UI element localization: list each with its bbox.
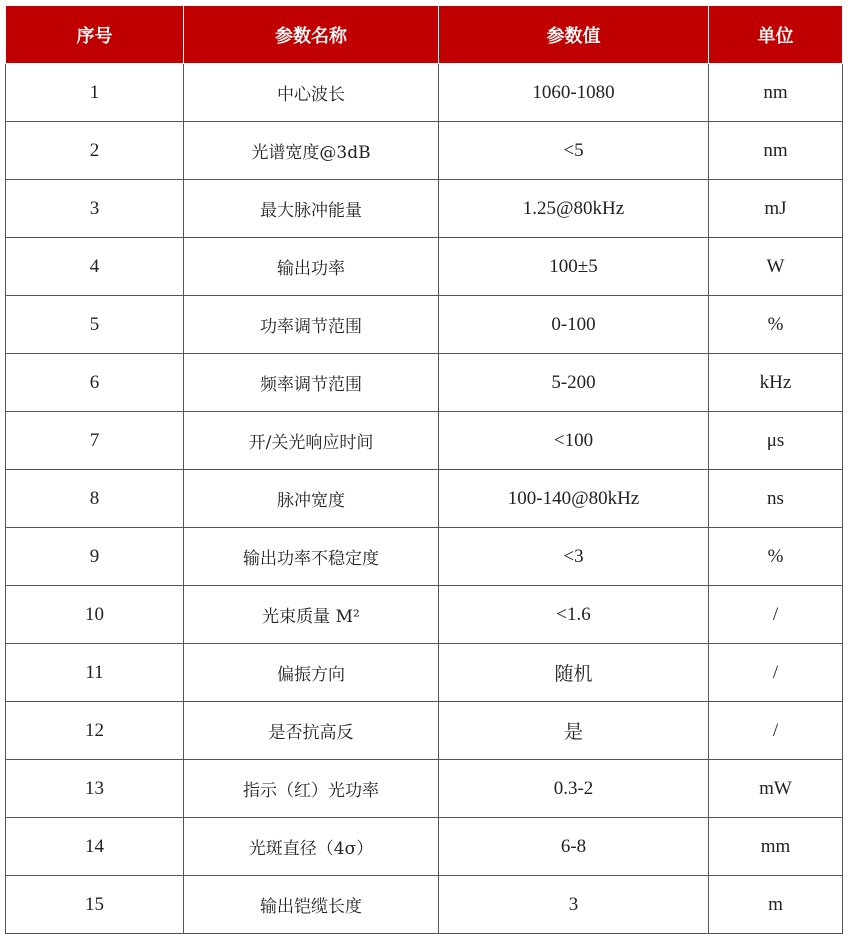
cell-unit: /: [709, 644, 843, 702]
cell-param-value: 1060-1080: [439, 64, 709, 122]
table-row: [6, 354, 843, 412]
table-row: [6, 64, 843, 122]
cell-param-value: 0-100: [439, 296, 709, 354]
cell-param-value: 是: [439, 702, 709, 760]
cell-index: 11: [6, 644, 184, 702]
cell-param-value: <3: [439, 528, 709, 586]
cell-unit: /: [709, 586, 843, 644]
cell-param-name: 偏振方向: [184, 644, 439, 702]
cell-index: 9: [6, 528, 184, 586]
table-row: [6, 296, 843, 354]
cell-param-name: 输出功率不稳定度: [184, 528, 439, 586]
cell-index: 2: [6, 122, 184, 180]
cell-param-name: 中心波长: [184, 64, 439, 122]
cell-param-name: 光谱宽度@3dB: [184, 122, 439, 180]
cell-unit: W: [709, 238, 843, 296]
cell-param-name: 是否抗高反: [184, 702, 439, 760]
cell-unit: ns: [709, 470, 843, 528]
cell-unit: nm: [709, 64, 843, 122]
cell-index: 6: [6, 354, 184, 412]
cell-param-value: 3: [439, 876, 709, 934]
cell-param-name: 功率调节范围: [184, 296, 439, 354]
table-row: [6, 180, 843, 238]
cell-param-value: <100: [439, 412, 709, 470]
cell-unit: m: [709, 876, 843, 934]
header-param-value: 参数值: [439, 6, 709, 64]
cell-index: 5: [6, 296, 184, 354]
cell-param-value: 0.3-2: [439, 760, 709, 818]
cell-param-name: 光束质量 M²: [184, 586, 439, 644]
header-row: [6, 6, 843, 64]
cell-index: 15: [6, 876, 184, 934]
cell-param-name: 输出铠缆长度: [184, 876, 439, 934]
cell-param-value: 100-140@80kHz: [439, 470, 709, 528]
table-row: [6, 470, 843, 528]
cell-param-name: 光斑直径（4σ）: [184, 818, 439, 876]
table-row: [6, 122, 843, 180]
table-body: [6, 64, 843, 934]
cell-param-name: 输出功率: [184, 238, 439, 296]
cell-unit: mW: [709, 760, 843, 818]
table-row: [6, 528, 843, 586]
cell-index: 4: [6, 238, 184, 296]
cell-param-name: 开/关光响应时间: [184, 412, 439, 470]
cell-index: 3: [6, 180, 184, 238]
cell-unit: %: [709, 528, 843, 586]
cell-index: 10: [6, 586, 184, 644]
table-row: [6, 412, 843, 470]
cell-index: 12: [6, 702, 184, 760]
cell-param-name: 频率调节范围: [184, 354, 439, 412]
cell-unit: mm: [709, 818, 843, 876]
cell-param-value: <1.6: [439, 586, 709, 644]
cell-unit: kHz: [709, 354, 843, 412]
header-unit: 单位: [709, 6, 843, 64]
cell-param-name: 脉冲宽度: [184, 470, 439, 528]
table-header: [6, 6, 843, 64]
table-row: [6, 818, 843, 876]
cell-unit: μs: [709, 412, 843, 470]
cell-param-value: 6-8: [439, 818, 709, 876]
cell-index: 13: [6, 760, 184, 818]
header-param-name: 参数名称: [184, 6, 439, 64]
cell-unit: mJ: [709, 180, 843, 238]
table-row: [6, 586, 843, 644]
table-row: [6, 238, 843, 296]
cell-param-value: 100±5: [439, 238, 709, 296]
spec-table-container: [5, 5, 843, 934]
cell-index: 7: [6, 412, 184, 470]
cell-param-value: <5: [439, 122, 709, 180]
cell-index: 14: [6, 818, 184, 876]
cell-param-name: 最大脉冲能量: [184, 180, 439, 238]
cell-unit: nm: [709, 122, 843, 180]
table-row: [6, 644, 843, 702]
cell-index: 1: [6, 64, 184, 122]
cell-unit: /: [709, 702, 843, 760]
cell-param-value: 1.25@80kHz: [439, 180, 709, 238]
cell-param-value: 随机: [439, 644, 709, 702]
cell-param-name: 指示（红）光功率: [184, 760, 439, 818]
table-row: [6, 702, 843, 760]
cell-index: 8: [6, 470, 184, 528]
table-row: [6, 876, 843, 934]
table-row: [6, 760, 843, 818]
cell-unit: %: [709, 296, 843, 354]
parameter-table: [5, 5, 843, 934]
header-index: 序号: [6, 6, 184, 64]
cell-param-value: 5-200: [439, 354, 709, 412]
